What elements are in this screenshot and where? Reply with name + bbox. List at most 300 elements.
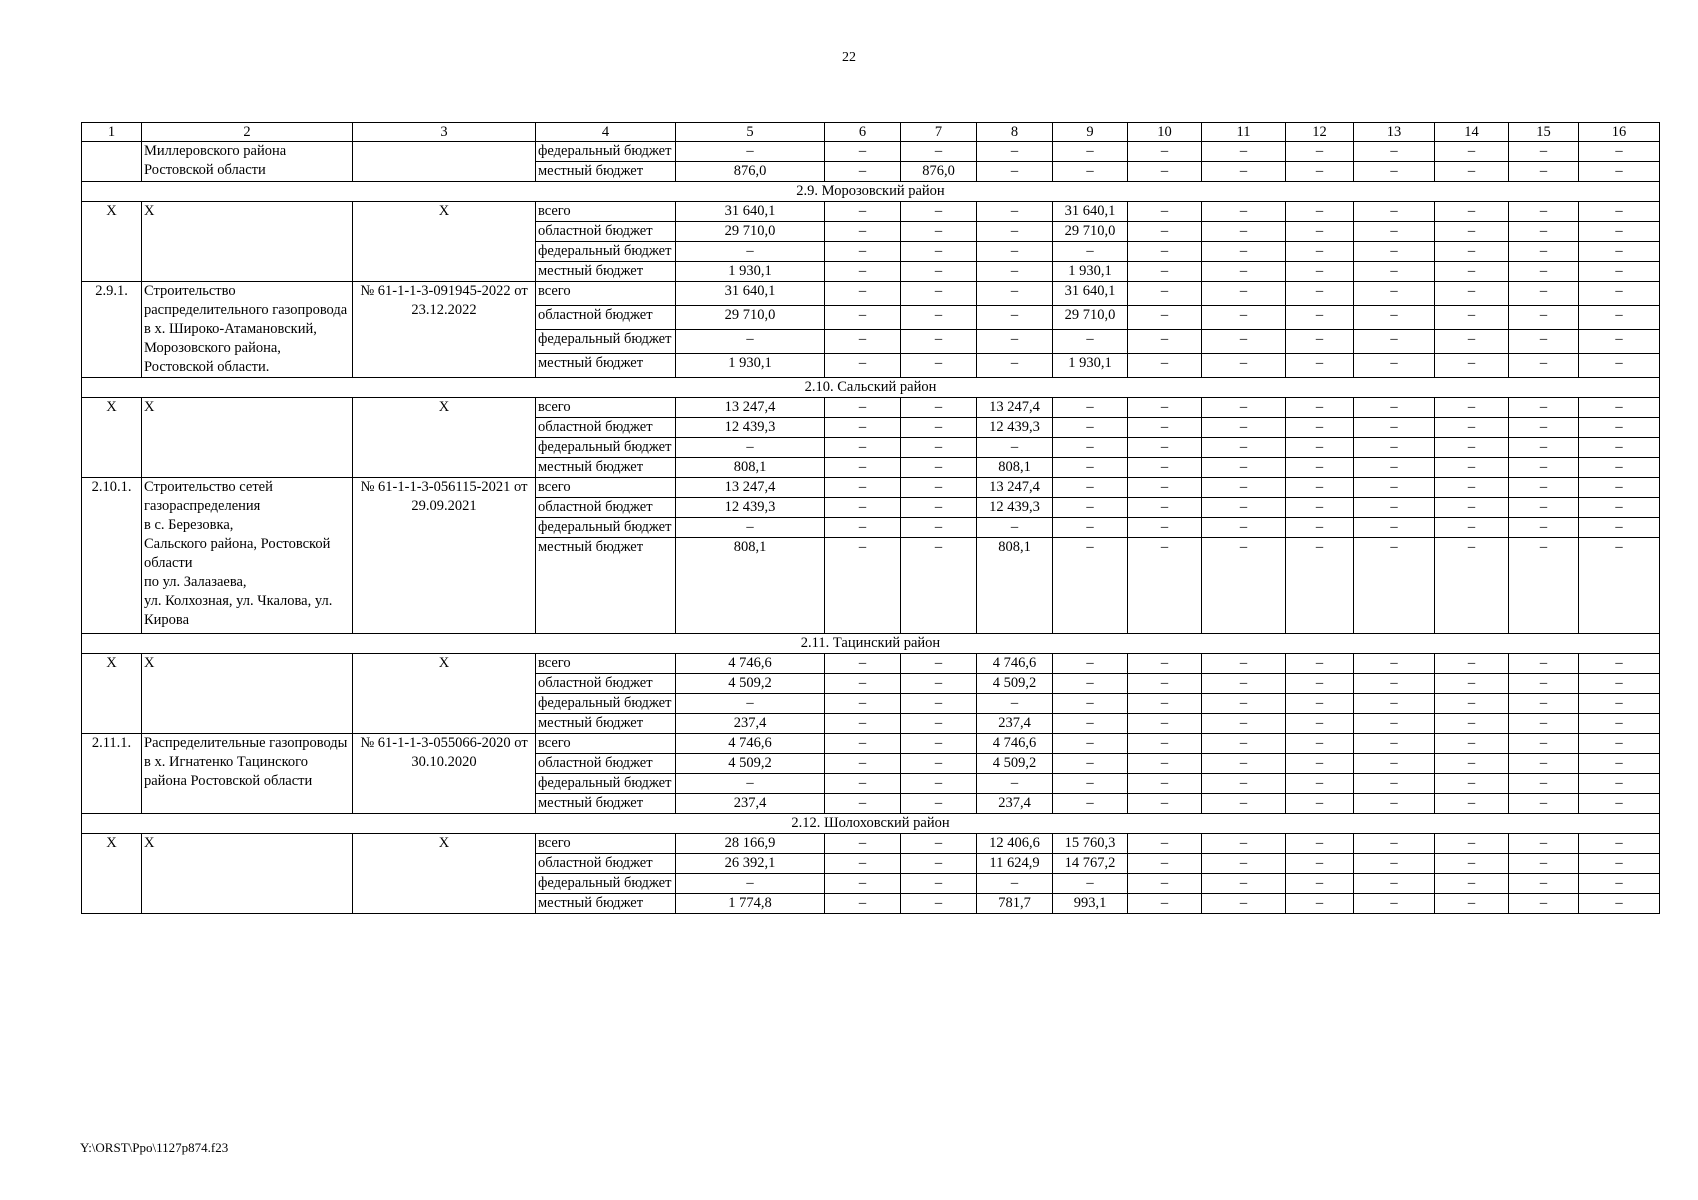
value-cell: 31 640,1	[1053, 282, 1128, 306]
value-cell: 237,4	[676, 794, 825, 814]
budget-source: областной бюджет	[536, 498, 676, 518]
value-cell: –	[1286, 242, 1354, 262]
value-cell: –	[901, 654, 977, 674]
value-cell: –	[1579, 202, 1660, 222]
header-cell: 2	[142, 123, 353, 142]
value-cell: –	[1579, 306, 1660, 330]
value-cell: –	[1579, 242, 1660, 262]
value-cell: –	[1202, 418, 1286, 438]
value-cell: –	[825, 458, 901, 478]
header-cell: 15	[1509, 123, 1579, 142]
value-cell: –	[901, 794, 977, 814]
item-number: Х	[82, 834, 142, 914]
value-cell: –	[977, 222, 1053, 242]
value-cell: 14 767,2	[1053, 854, 1128, 874]
value-cell: –	[825, 142, 901, 162]
value-cell: –	[1053, 518, 1128, 538]
value-cell: –	[977, 282, 1053, 306]
value-cell: –	[825, 478, 901, 498]
value-cell: –	[1354, 754, 1435, 774]
value-cell: –	[977, 242, 1053, 262]
value-cell: –	[1509, 694, 1579, 714]
value-cell: –	[1286, 714, 1354, 734]
value-cell: 13 247,4	[676, 398, 825, 418]
value-cell: –	[1354, 834, 1435, 854]
value-cell: –	[1509, 854, 1579, 874]
value-cell: –	[1354, 774, 1435, 794]
value-cell: 13 247,4	[676, 478, 825, 498]
value-cell: –	[1579, 498, 1660, 518]
value-cell: –	[1435, 674, 1509, 694]
table-row	[82, 282, 1660, 306]
value-cell: –	[977, 354, 1053, 378]
value-cell: –	[1509, 398, 1579, 418]
value-cell: –	[1579, 330, 1660, 354]
value-cell: –	[825, 282, 901, 306]
value-cell: –	[1435, 222, 1509, 242]
value-cell: –	[1435, 518, 1509, 538]
value-cell: –	[1579, 222, 1660, 242]
value-cell: –	[1286, 418, 1354, 438]
value-cell: –	[1128, 774, 1202, 794]
value-cell: 26 392,1	[676, 854, 825, 874]
value-cell: –	[1509, 222, 1579, 242]
document-ref: Х	[353, 834, 536, 914]
value-cell: 12 439,3	[676, 418, 825, 438]
budget-source: федеральный бюджет	[536, 874, 676, 894]
budget-source: всего	[536, 202, 676, 222]
header-cell: 8	[977, 123, 1053, 142]
value-cell: –	[1053, 714, 1128, 734]
header-cell: 16	[1579, 123, 1660, 142]
value-cell: –	[825, 714, 901, 734]
item-number: 2.11.1.	[82, 734, 142, 814]
value-cell: –	[1435, 354, 1509, 378]
value-cell: –	[1509, 202, 1579, 222]
header-cell: 11	[1202, 123, 1286, 142]
budget-source: местный бюджет	[536, 162, 676, 182]
value-cell: –	[1509, 754, 1579, 774]
value-cell: –	[1509, 142, 1579, 162]
value-cell: –	[1053, 774, 1128, 794]
value-cell: –	[825, 162, 901, 182]
item-name: Распределительные газопроводы в х. Игнатенко Тацинского района Ростовской области	[142, 734, 353, 814]
value-cell: –	[1286, 478, 1354, 498]
value-cell: –	[1053, 418, 1128, 438]
value-cell: –	[901, 262, 977, 282]
item-name: Х	[142, 654, 353, 734]
value-cell: –	[1354, 498, 1435, 518]
value-cell: 237,4	[977, 714, 1053, 734]
budget-source: местный бюджет	[536, 262, 676, 282]
value-cell: –	[1509, 242, 1579, 262]
document-ref	[353, 142, 536, 182]
value-cell: –	[901, 242, 977, 262]
value-cell: –	[1053, 694, 1128, 714]
value-cell: –	[977, 262, 1053, 282]
header-cell: 6	[825, 123, 901, 142]
value-cell: –	[825, 354, 901, 378]
value-cell: –	[676, 438, 825, 458]
value-cell: –	[1435, 282, 1509, 306]
value-cell: –	[1202, 330, 1286, 354]
value-cell: –	[1202, 162, 1286, 182]
value-cell: –	[825, 398, 901, 418]
value-cell: –	[901, 834, 977, 854]
value-cell: –	[1128, 754, 1202, 774]
value-cell: –	[1509, 438, 1579, 458]
item-name: Миллеровского района Ростовской области	[142, 142, 353, 182]
value-cell: 13 247,4	[977, 478, 1053, 498]
value-cell: –	[1128, 694, 1202, 714]
document-ref: № 61-1-1-3-055066-2020 от 30.10.2020	[353, 734, 536, 814]
budget-source: областной бюджет	[536, 418, 676, 438]
budget-source: федеральный бюджет	[536, 518, 676, 538]
item-name: Х	[142, 398, 353, 478]
section-row	[82, 814, 1660, 834]
document-ref: Х	[353, 654, 536, 734]
budget-source: федеральный бюджет	[536, 142, 676, 162]
value-cell: 11 624,9	[977, 854, 1053, 874]
value-cell: –	[977, 518, 1053, 538]
value-cell: –	[1053, 874, 1128, 894]
value-cell: 1 930,1	[1053, 262, 1128, 282]
value-cell: –	[1128, 242, 1202, 262]
footer-file-path: Y:\ORST\Ppo\1127p874.f23	[80, 1140, 229, 1155]
value-cell: –	[1128, 202, 1202, 222]
value-cell: –	[1354, 202, 1435, 222]
value-cell: –	[825, 498, 901, 518]
value-cell: –	[1202, 478, 1286, 498]
value-cell: –	[1354, 330, 1435, 354]
value-cell: –	[676, 694, 825, 714]
value-cell: –	[1202, 754, 1286, 774]
value-cell: 1 774,8	[676, 894, 825, 914]
value-cell: –	[1202, 538, 1286, 634]
value-cell: –	[1202, 282, 1286, 306]
value-cell: –	[1202, 774, 1286, 794]
value-cell: –	[1509, 654, 1579, 674]
item-name: Х	[142, 834, 353, 914]
value-cell: –	[901, 894, 977, 914]
value-cell: 4 509,2	[977, 674, 1053, 694]
value-cell: 876,0	[901, 162, 977, 182]
value-cell: –	[1579, 142, 1660, 162]
value-cell: –	[1435, 654, 1509, 674]
value-cell: –	[901, 142, 977, 162]
value-cell: –	[1435, 330, 1509, 354]
value-cell: –	[825, 518, 901, 538]
value-cell: 4 746,6	[676, 654, 825, 674]
value-cell: –	[901, 222, 977, 242]
value-cell: –	[1202, 202, 1286, 222]
value-cell: –	[1128, 262, 1202, 282]
value-cell: –	[901, 398, 977, 418]
value-cell: –	[1435, 306, 1509, 330]
value-cell: –	[1128, 894, 1202, 914]
value-cell: –	[1128, 478, 1202, 498]
section-title: 2.11. Тацинский район	[82, 634, 1660, 654]
header-cell: 10	[1128, 123, 1202, 142]
value-cell: –	[1202, 734, 1286, 754]
header-cell: 14	[1435, 123, 1509, 142]
value-cell: –	[1286, 874, 1354, 894]
value-cell: –	[1286, 438, 1354, 458]
value-cell: –	[1354, 538, 1435, 634]
value-cell: –	[825, 202, 901, 222]
value-cell: –	[1579, 538, 1660, 634]
value-cell: –	[901, 330, 977, 354]
value-cell: –	[1286, 162, 1354, 182]
value-cell: –	[1509, 282, 1579, 306]
value-cell: –	[676, 774, 825, 794]
value-cell: –	[825, 654, 901, 674]
value-cell: –	[1579, 894, 1660, 914]
value-cell: –	[901, 418, 977, 438]
value-cell: –	[1202, 714, 1286, 734]
value-cell: –	[1435, 894, 1509, 914]
item-number: 2.10.1.	[82, 478, 142, 634]
value-cell: –	[1354, 162, 1435, 182]
value-cell: 808,1	[676, 538, 825, 634]
value-cell: –	[901, 498, 977, 518]
value-cell: 31 640,1	[1053, 202, 1128, 222]
value-cell: –	[1579, 282, 1660, 306]
value-cell: –	[1354, 734, 1435, 754]
value-cell: –	[1286, 262, 1354, 282]
budget-source: местный бюджет	[536, 354, 676, 378]
budget-source: всего	[536, 654, 676, 674]
value-cell: 31 640,1	[676, 202, 825, 222]
value-cell: –	[1053, 242, 1128, 262]
value-cell: –	[901, 774, 977, 794]
budget-source: федеральный бюджет	[536, 774, 676, 794]
value-cell: –	[1579, 518, 1660, 538]
value-cell: –	[1435, 242, 1509, 262]
value-cell: –	[1286, 694, 1354, 714]
value-cell: –	[825, 734, 901, 754]
value-cell: –	[825, 330, 901, 354]
value-cell: –	[901, 714, 977, 734]
value-cell: –	[1286, 654, 1354, 674]
item-number: 2.9.1.	[82, 282, 142, 378]
value-cell: –	[1202, 854, 1286, 874]
value-cell: –	[901, 854, 977, 874]
value-cell: –	[901, 202, 977, 222]
value-cell: –	[825, 438, 901, 458]
value-cell: –	[1509, 478, 1579, 498]
value-cell: –	[901, 518, 977, 538]
section-title: 2.12. Шолоховский район	[82, 814, 1660, 834]
value-cell: –	[1354, 354, 1435, 378]
value-cell: –	[977, 162, 1053, 182]
value-cell: –	[1435, 874, 1509, 894]
value-cell: –	[825, 418, 901, 438]
section-title: 2.10. Сальский район	[82, 378, 1660, 398]
header-cell: 5	[676, 123, 825, 142]
header-cell: 13	[1354, 123, 1435, 142]
value-cell: –	[1202, 438, 1286, 458]
budget-source: областной бюджет	[536, 754, 676, 774]
value-cell: 993,1	[1053, 894, 1128, 914]
budget-source: местный бюджет	[536, 458, 676, 478]
budget-source: федеральный бюджет	[536, 694, 676, 714]
value-cell: –	[1435, 774, 1509, 794]
value-cell: –	[1435, 714, 1509, 734]
value-cell: 29 710,0	[676, 222, 825, 242]
value-cell: 12 439,3	[676, 498, 825, 518]
budget-source: местный бюджет	[536, 714, 676, 734]
value-cell: –	[1053, 458, 1128, 478]
value-cell: –	[1286, 142, 1354, 162]
budget-source: федеральный бюджет	[536, 438, 676, 458]
value-cell: –	[1202, 262, 1286, 282]
value-cell: –	[1435, 854, 1509, 874]
value-cell: –	[977, 694, 1053, 714]
budget-source: федеральный бюджет	[536, 330, 676, 354]
value-cell: –	[1286, 774, 1354, 794]
value-cell: –	[1286, 282, 1354, 306]
table-row	[82, 398, 1660, 418]
value-cell: –	[825, 242, 901, 262]
value-cell: –	[1128, 874, 1202, 894]
value-cell: –	[1435, 142, 1509, 162]
value-cell: –	[1128, 458, 1202, 478]
value-cell: –	[1579, 418, 1660, 438]
budget-table	[81, 122, 1660, 914]
value-cell: –	[1509, 458, 1579, 478]
table-row	[82, 202, 1660, 222]
table-row	[82, 834, 1660, 854]
budget-source: областной бюджет	[536, 854, 676, 874]
value-cell: –	[1286, 202, 1354, 222]
value-cell: –	[1509, 262, 1579, 282]
value-cell: –	[1354, 894, 1435, 914]
value-cell: –	[676, 518, 825, 538]
value-cell: –	[1286, 330, 1354, 354]
value-cell: –	[1202, 306, 1286, 330]
value-cell: –	[1053, 438, 1128, 458]
value-cell: –	[1435, 202, 1509, 222]
value-cell: –	[825, 894, 901, 914]
value-cell: –	[901, 538, 977, 634]
value-cell: –	[1579, 874, 1660, 894]
value-cell: –	[1579, 694, 1660, 714]
value-cell: –	[825, 694, 901, 714]
value-cell: –	[1509, 538, 1579, 634]
budget-source: всего	[536, 478, 676, 498]
value-cell: –	[1579, 734, 1660, 754]
value-cell: –	[1354, 654, 1435, 674]
value-cell: –	[901, 874, 977, 894]
value-cell: –	[1128, 142, 1202, 162]
value-cell: 876,0	[676, 162, 825, 182]
value-cell: –	[1286, 498, 1354, 518]
value-cell: –	[676, 142, 825, 162]
value-cell: –	[1202, 458, 1286, 478]
table-row	[82, 654, 1660, 674]
value-cell: –	[1435, 538, 1509, 634]
value-cell: –	[1354, 438, 1435, 458]
value-cell: –	[1202, 242, 1286, 262]
value-cell: –	[1128, 834, 1202, 854]
value-cell: –	[825, 774, 901, 794]
value-cell: –	[1509, 874, 1579, 894]
value-cell: –	[1286, 306, 1354, 330]
value-cell: –	[1354, 874, 1435, 894]
item-name: Строительство распределительного газопровода в х. Широко-Атамановский, Морозовского района, Ростовской области.	[142, 282, 353, 378]
value-cell: –	[1128, 330, 1202, 354]
budget-source: федеральный бюджет	[536, 242, 676, 262]
value-cell: 31 640,1	[676, 282, 825, 306]
value-cell: –	[1202, 518, 1286, 538]
budget-source: местный бюджет	[536, 894, 676, 914]
value-cell: 29 710,0	[1053, 306, 1128, 330]
value-cell: –	[1053, 654, 1128, 674]
value-cell: –	[1128, 854, 1202, 874]
value-cell: –	[1354, 458, 1435, 478]
value-cell: –	[1053, 162, 1128, 182]
value-cell: –	[1509, 794, 1579, 814]
value-cell: –	[1354, 282, 1435, 306]
budget-source: областной бюджет	[536, 306, 676, 330]
value-cell: –	[1202, 654, 1286, 674]
header-cell: 9	[1053, 123, 1128, 142]
item-number	[82, 142, 142, 182]
value-cell: –	[1286, 754, 1354, 774]
value-cell: –	[1579, 754, 1660, 774]
value-cell: –	[1286, 518, 1354, 538]
value-cell: –	[676, 242, 825, 262]
value-cell: –	[1286, 854, 1354, 874]
value-cell: –	[1579, 854, 1660, 874]
value-cell: –	[977, 774, 1053, 794]
section-title: 2.9. Морозовский район	[82, 182, 1660, 202]
value-cell: –	[1128, 518, 1202, 538]
value-cell: 29 710,0	[1053, 222, 1128, 242]
value-cell: –	[1354, 518, 1435, 538]
value-cell: –	[1128, 162, 1202, 182]
value-cell: 781,7	[977, 894, 1053, 914]
item-number: Х	[82, 398, 142, 478]
value-cell: –	[825, 222, 901, 242]
value-cell: –	[1579, 794, 1660, 814]
section-row	[82, 634, 1660, 654]
value-cell: –	[901, 458, 977, 478]
value-cell: –	[1128, 714, 1202, 734]
value-cell: –	[1579, 458, 1660, 478]
value-cell: –	[977, 438, 1053, 458]
value-cell: –	[825, 854, 901, 874]
value-cell: –	[1202, 142, 1286, 162]
value-cell: –	[977, 202, 1053, 222]
value-cell: –	[1286, 834, 1354, 854]
value-cell: 808,1	[676, 458, 825, 478]
value-cell: 1 930,1	[676, 354, 825, 378]
value-cell: –	[1579, 354, 1660, 378]
value-cell: –	[1202, 222, 1286, 242]
value-cell: –	[1435, 438, 1509, 458]
value-cell: –	[1053, 330, 1128, 354]
value-cell: –	[825, 538, 901, 634]
value-cell: 4 746,6	[977, 654, 1053, 674]
value-cell: –	[1128, 654, 1202, 674]
value-cell: –	[977, 330, 1053, 354]
value-cell: –	[1053, 142, 1128, 162]
value-cell: 4 746,6	[676, 734, 825, 754]
value-cell: –	[1354, 854, 1435, 874]
value-cell: –	[1435, 834, 1509, 854]
